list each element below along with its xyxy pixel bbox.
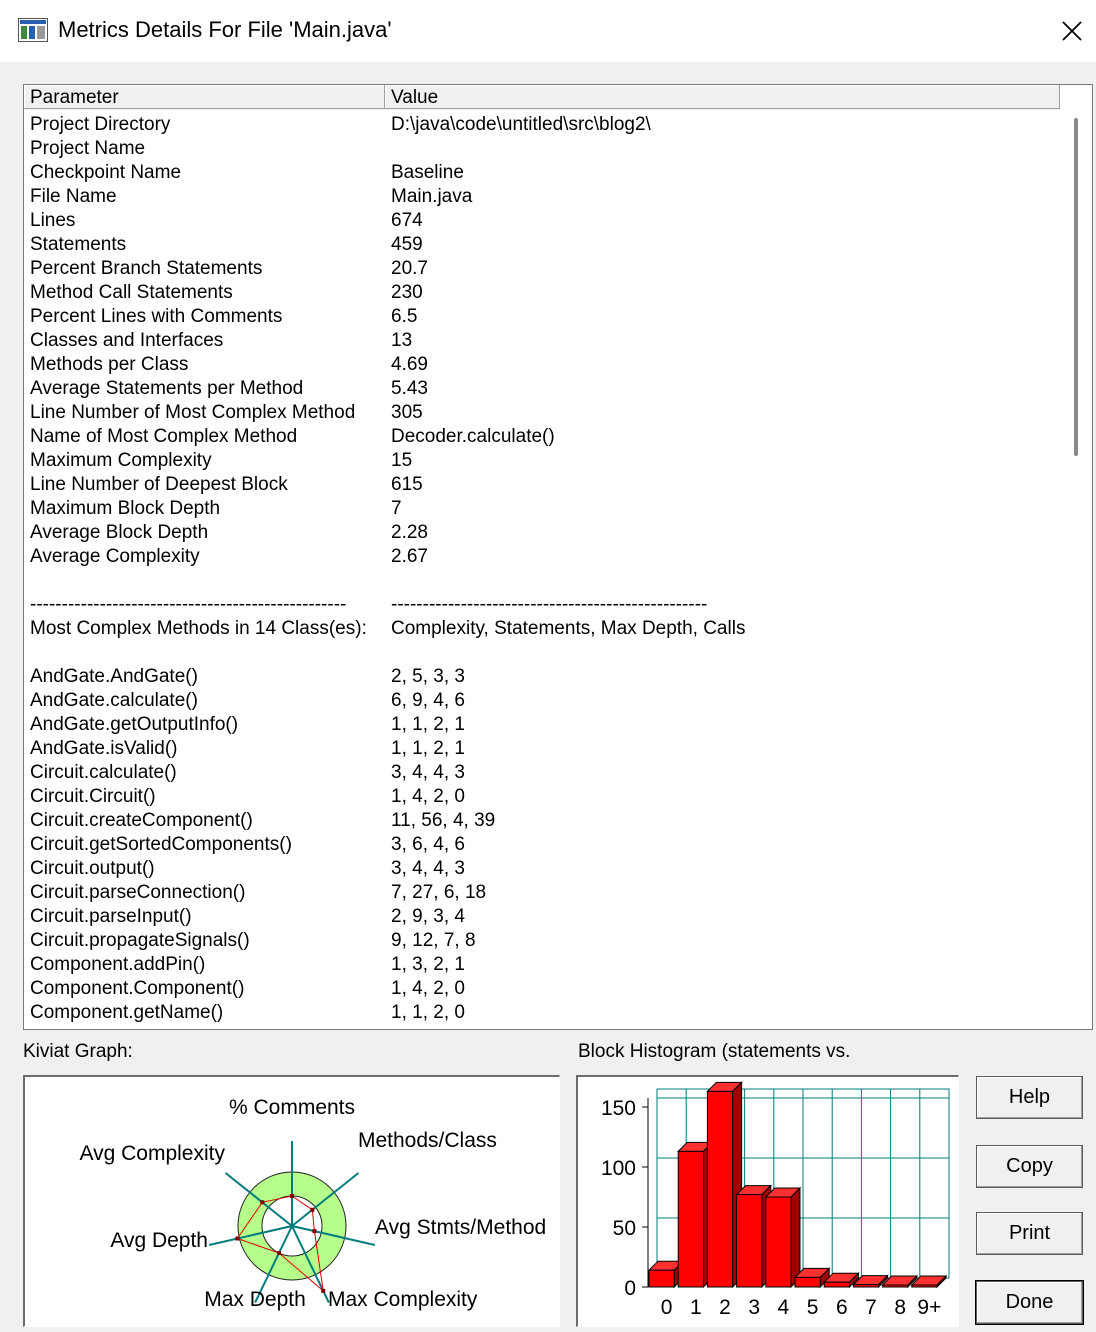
parameter-cell: Statements [30,234,127,255]
value-cell: Baseline [391,162,464,183]
parameter-cell: Average Complexity [30,546,200,567]
column-header-parameter[interactable]: Parameter [24,85,385,109]
block-histogram-label: Block Histogram (statements vs. [578,1041,851,1062]
list-row[interactable] [24,353,1060,377]
histogram-bar-front [707,1091,732,1287]
list-row[interactable] [24,857,1060,881]
value-cell: 305 [391,402,423,423]
value-cell: 5.43 [391,378,428,399]
histogram-y-tick-label: 150 [600,1097,636,1120]
parameter-cell: Project Name [30,138,146,159]
parameter-cell: Circuit.propagateSignals() [30,930,250,951]
value-cell: -------------------------------------------------- [391,594,708,615]
kiviat-metric-point [310,1208,314,1212]
list-row[interactable] [24,473,1060,497]
value-cell: 674 [391,210,423,231]
parameter-cell: Name of Most Complex Method [30,426,298,447]
value-cell: 7, 27, 6, 18 [391,882,487,903]
kiviat-metric-point [290,1194,294,1198]
list-row[interactable] [24,785,1060,809]
block-histogram-chart [578,1077,959,1327]
histogram-x-tick-label: 6 [835,1296,848,1319]
histogram-bar-front [883,1285,908,1287]
value-cell: 1, 4, 2, 0 [391,786,465,807]
list-row[interactable] [24,689,1060,713]
value-cell: 6, 9, 4, 6 [391,690,465,711]
list-row[interactable] [24,401,1060,425]
print-button[interactable]: Print [976,1212,1083,1255]
value-cell: 2.67 [391,546,428,567]
value-cell: 1, 1, 2, 0 [391,1002,465,1023]
list-row[interactable] [24,1001,1060,1025]
parameter-cell: Average Statements per Method [30,378,304,399]
list-row[interactable] [24,905,1060,929]
parameter-cell: Project Directory [30,114,171,135]
parameter-cell: Circuit.calculate() [30,762,177,783]
value-cell: 615 [391,474,423,495]
list-row[interactable] [24,137,1060,161]
value-cell: 230 [391,282,423,303]
kiviat-axis-label: % Comments [228,1096,356,1119]
metrics-list[interactable] [23,84,1093,1030]
value-cell: Complexity, Statements, Max Depth, Calls [391,618,746,639]
parameter-cell: Circuit.parseConnection() [30,882,246,903]
list-row[interactable] [24,545,1060,569]
value-cell: 3, 6, 4, 6 [391,834,465,855]
parameter-cell: Line Number of Deepest Block [30,474,288,495]
histogram-bar [766,1188,800,1287]
scrollbar-thumb[interactable] [1074,118,1078,456]
value-cell: 11, 56, 4, 39 [391,810,496,831]
done-button[interactable]: Done [976,1281,1083,1324]
value-cell: 1, 1, 2, 1 [391,714,465,735]
histogram-bar-front [853,1285,878,1287]
list-row[interactable] [24,953,1060,977]
parameter-cell: Maximum Complexity [30,450,212,471]
parameter-cell: Component.getName() [30,1002,224,1023]
list-row[interactable] [24,209,1060,233]
histogram-x-tick-label: 9+ [917,1296,942,1319]
kiviat-axis-label: Avg Stmts/Method [375,1216,547,1239]
histogram-x-tick-label: 5 [806,1296,819,1319]
list-row[interactable] [24,593,1060,617]
list-row[interactable] [24,113,1060,137]
list-row[interactable] [24,257,1060,281]
parameter-cell: Methods per Class [30,354,189,375]
list-row[interactable] [24,617,1060,641]
parameter-cell: AndGate.calculate() [30,690,198,711]
value-cell: Main.java [391,186,473,207]
parameter-cell: Maximum Block Depth [30,498,221,519]
list-row[interactable] [24,233,1060,257]
histogram-bar-front [795,1277,820,1287]
histogram-x-tick-label: 4 [777,1296,790,1319]
histogram-x-tick-label: 3 [748,1296,761,1319]
parameter-cell: Circuit.parseInput() [30,906,192,927]
histogram-bar-side [791,1188,800,1287]
parameter-cell: Classes and Interfaces [30,330,224,351]
parameter-cell: Component.Component() [30,978,245,999]
kiviat-axis-label: Avg Complexity [79,1142,225,1165]
list-row[interactable] [24,881,1060,905]
histogram-x-tick-label: 2 [719,1296,731,1319]
histogram-x-tick-label: 7 [865,1296,877,1319]
histogram-y-tick-label: 0 [624,1277,636,1300]
value-cell: 2, 5, 3, 3 [391,666,465,687]
list-row[interactable] [24,713,1060,737]
window-title: Metrics Details For File 'Main.java' [58,17,392,42]
value-cell: 6.5 [391,306,418,327]
kiviat-graph-panel [23,1075,560,1327]
list-row[interactable] [24,833,1060,857]
list-row[interactable] [24,305,1060,329]
value-cell: 15 [391,450,413,471]
value-cell: 9, 12, 7, 8 [391,930,476,951]
parameter-cell: Most Complex Methods in 14 Class(es): [30,618,367,639]
value-cell: 2, 9, 3, 4 [391,906,465,927]
list-row[interactable] [24,185,1060,209]
kiviat-metric-point [235,1237,239,1241]
histogram-bar-front [912,1285,937,1287]
help-button[interactable]: Help [976,1076,1083,1119]
parameter-cell: -------------------------------------------------- [30,594,347,615]
parameter-cell: AndGate.AndGate() [30,666,198,687]
parameter-cell: Circuit.createComponent() [30,810,253,831]
close-button[interactable] [1048,8,1096,54]
value-cell: 459 [391,234,423,255]
close-icon[interactable] [1061,20,1083,42]
parameter-cell: Lines [30,210,76,231]
list-row[interactable] [24,809,1060,833]
value-cell: 1, 1, 2, 1 [391,738,465,759]
value-cell: 13 [391,330,413,351]
list-row[interactable] [24,641,1060,665]
kiviat-metric-point [321,1289,325,1293]
list-rows [24,113,1060,1025]
parameter-cell: Circuit.output() [30,858,155,879]
list-row[interactable] [24,497,1060,521]
copy-button[interactable]: Copy [976,1145,1083,1188]
histogram-x-tick-label: 8 [894,1296,907,1319]
kiviat-graph [25,1077,560,1327]
parameter-cell: AndGate.getOutputInfo() [30,714,239,735]
parameter-cell: Percent Lines with Comments [30,306,283,327]
parameter-cell: File Name [30,186,117,207]
parameter-cell: Component.addPin() [30,954,206,975]
list-row[interactable] [24,281,1060,305]
histogram-bar-front [766,1197,791,1287]
vertical-scrollbar[interactable] [1061,85,1092,1029]
list-row[interactable] [24,425,1060,449]
value-cell: 3, 4, 4, 3 [391,762,465,783]
list-row[interactable] [24,737,1060,761]
histogram-bar-front [737,1195,762,1287]
list-row[interactable] [24,665,1060,689]
parameter-cell: AndGate.isValid() [30,738,178,759]
parameter-cell: Checkpoint Name [30,162,182,183]
parameter-cell: Circuit.Circuit() [30,786,156,807]
value-cell: D:\java\code\untitled\src\blog2\ [391,114,651,135]
kiviat-axis-label: Methods/Class [358,1129,497,1152]
value-cell: 1, 4, 2, 0 [391,978,465,999]
parameter-cell: Method Call Statements [30,282,233,303]
histogram-y-tick-label: 50 [612,1217,636,1240]
block-histogram-panel [576,1075,959,1327]
column-header-value[interactable]: Value [385,85,1060,109]
value-cell: 20.7 [391,258,428,279]
histogram-bar-front [824,1282,849,1287]
value-cell: 7 [391,498,402,519]
window-app-icon [18,18,48,42]
list-row[interactable] [24,569,1060,593]
title-bar [0,0,1096,62]
value-cell: 4.69 [391,354,428,375]
histogram-bar-front [678,1151,703,1287]
parameter-cell: Circuit.getSortedComponents() [30,834,292,855]
histogram-y-tick-label: 100 [600,1157,636,1180]
kiviat-axis-label: Max Depth [204,1288,306,1311]
parameter-cell: Average Block Depth [30,522,209,543]
kiviat-axis-label: Avg Depth [110,1229,208,1252]
value-cell: 1, 3, 2, 1 [391,954,465,975]
list-row[interactable] [24,929,1060,953]
parameter-cell: Line Number of Most Complex Method [30,402,356,423]
histogram-x-tick-label: 0 [660,1296,673,1319]
kiviat-metric-point [312,1229,316,1233]
list-row[interactable] [24,449,1060,473]
list-row[interactable] [24,977,1060,1001]
kiviat-metric-point [260,1200,264,1204]
list-row[interactable] [24,761,1060,785]
list-header [24,85,1060,110]
value-cell: 3, 4, 4, 3 [391,858,465,879]
value-cell: 2.28 [391,522,428,543]
kiviat-graph-label: Kiviat Graph: [23,1041,133,1062]
list-row[interactable] [24,161,1060,185]
list-row[interactable] [24,329,1060,353]
histogram-bar-front [649,1270,674,1287]
kiviat-metric-point [277,1251,281,1255]
list-row[interactable] [24,377,1060,401]
histogram-x-tick-label: 1 [689,1296,702,1319]
parameter-cell: Percent Branch Statements [30,258,263,279]
value-cell: Decoder.calculate() [391,426,555,447]
kiviat-axis-label: Max Complexity [328,1288,478,1311]
list-row[interactable] [24,521,1060,545]
